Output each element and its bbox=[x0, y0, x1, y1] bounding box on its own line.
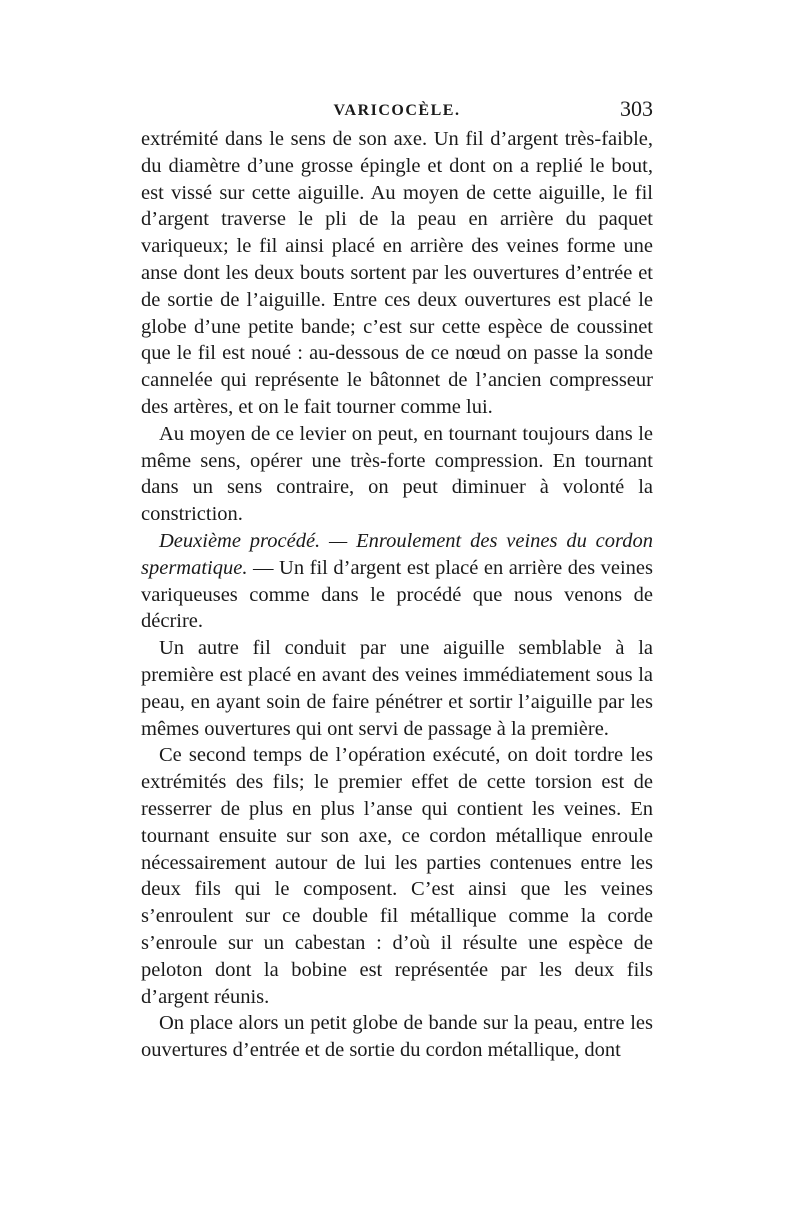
paragraph-3-text: — Un fil d’argent est placé en arrière des veines variqueuses comme dans le procédé que nous venons de décrire. bbox=[141, 556, 653, 633]
body-text bbox=[141, 126, 653, 1064]
paragraph-1: extrémité dans le sens de son axe. Un fil d’argent très-faible, du diamètre d’une grosse épingle et dont on a replié le bout, est vissé sur cette aiguille. Au moyen de cette aiguille, le fil d’argent traverse le pli de la peau en arrière du paquet variqueux; le fil ainsi placé en arrière des veines forme une anse dont les deux bouts sortent par les ouvertures d’entrée et de sortie de l’aiguille. Entre ces deux ouvertures est placé le globe d’une petite bande; c’est sur cette espèce de coussinet que le fil est noué : au-dessous de ce nœud on passe la sonde cannelée qui représente le bâtonnet de l’ancien compresseur des artères, et on le fait tourner comme lui. bbox=[141, 128, 653, 418]
section-heading-deuxieme-procede: Deuxième procédé. — Enroulement des veines du cordon spermatique. bbox=[141, 529, 653, 579]
paragraph-5: Ce second temps de l’opération exécuté, on doit tordre les extrémités des fils; le premier effet de cette torsion est de resserrer de plus en plus l’anse qui contient les veines. En tournant ensuite sur son axe, ce cordon métallique enroule nécessairement autour de lui les parties contenues entre les deux fils qui le composent. C’est ainsi que les veines s’enroulent sur ce double fil métallique comme la corde s’enroule sur un cabestan : d’où il résulte une espèce de peloton dont la bobine est représentée par les deux fils d’argent réunis. bbox=[141, 744, 653, 1008]
paragraph-4: Un autre fil conduit par une aiguille semblable à la première est placé en avant des veines immédiatement sous la peau, en ayant soin de faire pénétrer et sortir l’aiguille par les mêmes ouvertures qui ont servi de passage à la première. bbox=[141, 637, 653, 740]
paragraph-2: Au moyen de ce levier on peut, en tournant toujours dans le même sens, opérer une très-forte compression. En tournant dans un sens contraire, on peut diminuer à volonté la constriction. bbox=[141, 422, 653, 526]
running-head bbox=[141, 96, 653, 126]
paragraph-6: On place alors un petit globe de bande sur la peau, entre les ouvertures d’entrée et de sortie du cordon métallique, dont bbox=[141, 1012, 653, 1062]
running-title: VARICOCÈLE. bbox=[333, 102, 461, 119]
paragraph-3 bbox=[141, 528, 653, 635]
page-number: 303 bbox=[620, 96, 653, 121]
